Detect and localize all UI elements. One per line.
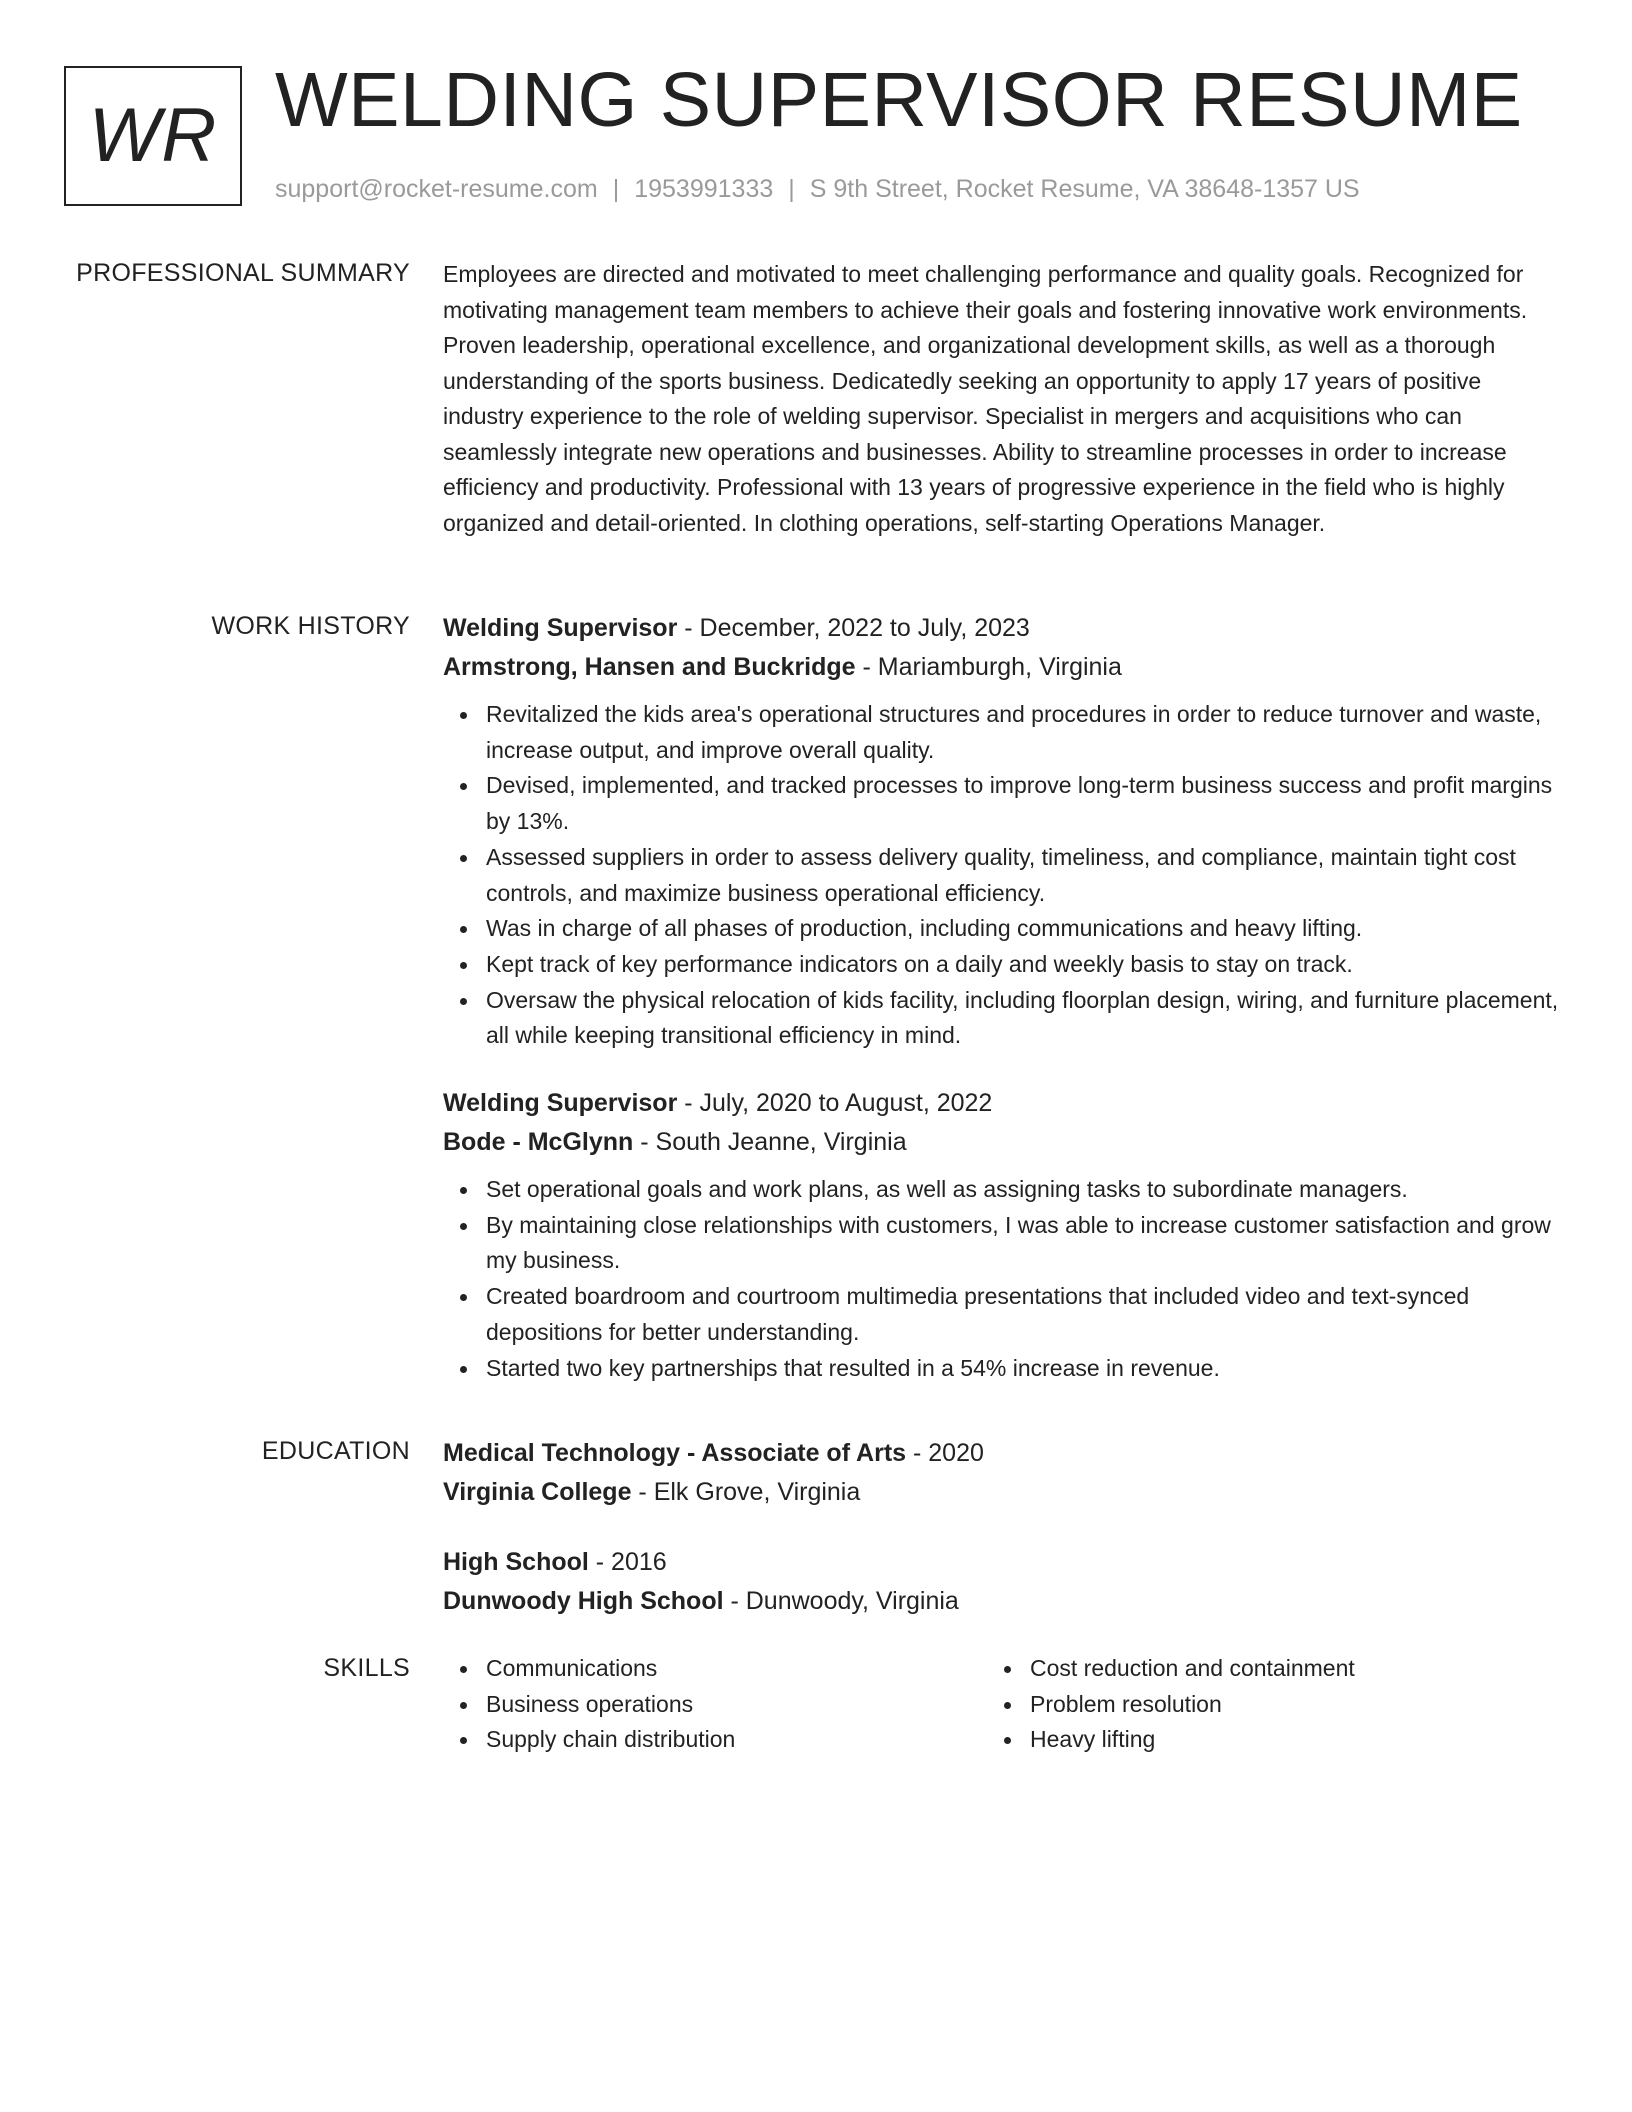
skill-item: Heavy lifting bbox=[1030, 1722, 1531, 1758]
summary-body bbox=[443, 256, 1563, 541]
education-degree: Medical Technology - Associate of Arts bbox=[443, 1439, 907, 1467]
job-company-line bbox=[443, 648, 1563, 687]
job-company: Bode - McGlynn bbox=[443, 1128, 634, 1157]
contact-address: S 9th Street, Rocket Resume, VA 38648-1357 US bbox=[809, 175, 1360, 203]
skill-item: Communications bbox=[486, 1651, 987, 1687]
job-title: Welding Supervisor bbox=[443, 1089, 678, 1118]
work-history-body bbox=[443, 609, 1563, 1386]
job-bullet: Revitalized the kids area's operational structures and procedures in order to reduce turnover and waste, increase output, and improve overall quality. bbox=[486, 697, 1563, 768]
job-entry bbox=[443, 609, 1563, 1054]
contact-phone: 1953991333 bbox=[634, 175, 774, 203]
job-location: - Mariamburgh, Virginia bbox=[855, 653, 1122, 681]
job-bullet-list bbox=[443, 1172, 1563, 1386]
job-bullet: Assessed suppliers in order to assess delivery quality, timeliness, and compliance, maintain tight cost controls, and maximize business operational efficiency. bbox=[486, 840, 1563, 911]
job-bullet: By maintaining close relationships with customers, I was able to increase customer satisfaction and grow my business. bbox=[486, 1208, 1563, 1279]
monogram-box bbox=[64, 66, 242, 206]
section-label-education: EDUCATION bbox=[261, 1437, 410, 1465]
skills-columns bbox=[443, 1651, 1563, 1758]
education-location: - Dunwoody, Virginia bbox=[723, 1587, 959, 1615]
job-entry bbox=[443, 1084, 1563, 1386]
education-degree-line bbox=[443, 1543, 1563, 1582]
skills-body bbox=[443, 1651, 1563, 1758]
education-year: - 2020 bbox=[906, 1439, 984, 1467]
education-body bbox=[443, 1434, 1563, 1621]
job-location: - South Jeanne, Virginia bbox=[633, 1128, 907, 1157]
job-company-line bbox=[443, 1123, 1563, 1162]
contact-separator: | bbox=[788, 175, 795, 203]
skills-list bbox=[443, 1651, 987, 1758]
section-label-skills: SKILLS bbox=[323, 1654, 410, 1682]
summary-text: Employees are directed and motivated to meet challenging performance and quality goals. Recognized for motivating management team members to achieve their goals and fostering innovative work environments. Proven leadership, operational excellence, and organizational development skills, as well as a thorough understanding of the sports business. Dedicatedly seeking an opportunity to apply 17 years of positive industry experience to the role of welding supervisor. Specialist in mergers and acquisitions who can seamlessly integrate new operations and businesses. Ability to streamline processes in order to increase efficiency and productivity. Professional with 13 years of progressive experience in the field who is highly organized and detail-oriented. In clothing operations, self-starting Operations Manager. bbox=[443, 261, 1528, 536]
contact-separator: | bbox=[612, 175, 620, 203]
job-title: Welding Supervisor bbox=[443, 614, 678, 642]
skills-column bbox=[987, 1651, 1531, 1758]
education-year: - 2016 bbox=[588, 1548, 667, 1576]
education-school-line bbox=[443, 1473, 1563, 1512]
job-bullet: Kept track of key performance indicators on a daily and weekly basis to stay on track. bbox=[486, 947, 1563, 983]
education-degree-line bbox=[443, 1434, 1563, 1473]
education-school: Dunwoody High School bbox=[443, 1587, 724, 1615]
job-title-line bbox=[443, 609, 1563, 648]
education-degree: High School bbox=[443, 1548, 589, 1576]
job-dates: - December, 2022 to July, 2023 bbox=[677, 614, 1030, 642]
skills-list bbox=[987, 1651, 1531, 1758]
education-school-line bbox=[443, 1582, 1563, 1621]
section-label-work-history: WORK HISTORY bbox=[211, 612, 410, 640]
job-bullet: Was in charge of all phases of production, including communications and heavy lifting. bbox=[486, 911, 1563, 947]
education-school: Virginia College bbox=[443, 1478, 632, 1506]
skill-item: Supply chain distribution bbox=[486, 1722, 987, 1758]
education-entry bbox=[443, 1434, 1563, 1512]
skill-item: Problem resolution bbox=[1030, 1687, 1531, 1723]
job-bullet: Devised, implemented, and tracked processes to improve long-term business success and profit margins by 13%. bbox=[486, 768, 1563, 839]
section-label-summary: PROFESSIONAL SUMMARY bbox=[76, 259, 410, 287]
job-title-line bbox=[443, 1084, 1563, 1123]
monogram-initials: WR bbox=[88, 93, 218, 178]
job-bullet: Set operational goals and work plans, as well as assigning tasks to subordinate managers. bbox=[486, 1172, 1563, 1208]
job-bullet-list bbox=[443, 697, 1563, 1054]
skill-item: Business operations bbox=[486, 1687, 987, 1723]
job-dates: - July, 2020 to August, 2022 bbox=[677, 1089, 993, 1118]
job-bullet: Oversaw the physical relocation of kids facility, including floorplan design, wiring, and furniture placement, all while keeping transitional efficiency in mind. bbox=[486, 983, 1563, 1054]
job-bullet: Created boardroom and courtroom multimedia presentations that included video and text-synced depositions for better understanding. bbox=[486, 1279, 1563, 1350]
contact-email: support@rocket-resume.com bbox=[275, 175, 598, 203]
education-entry bbox=[443, 1543, 1563, 1621]
resume-title: WELDING SUPERVISOR RESUME bbox=[275, 57, 1523, 143]
job-company: Armstrong, Hansen and Buckridge bbox=[443, 653, 856, 681]
skill-item: Cost reduction and containment bbox=[1030, 1651, 1531, 1687]
job-bullet: Started two key partnerships that resulted in a 54% increase in revenue. bbox=[486, 1351, 1563, 1387]
skills-column bbox=[443, 1651, 987, 1758]
contact-line bbox=[275, 174, 1360, 204]
education-location: - Elk Grove, Virginia bbox=[631, 1478, 861, 1506]
